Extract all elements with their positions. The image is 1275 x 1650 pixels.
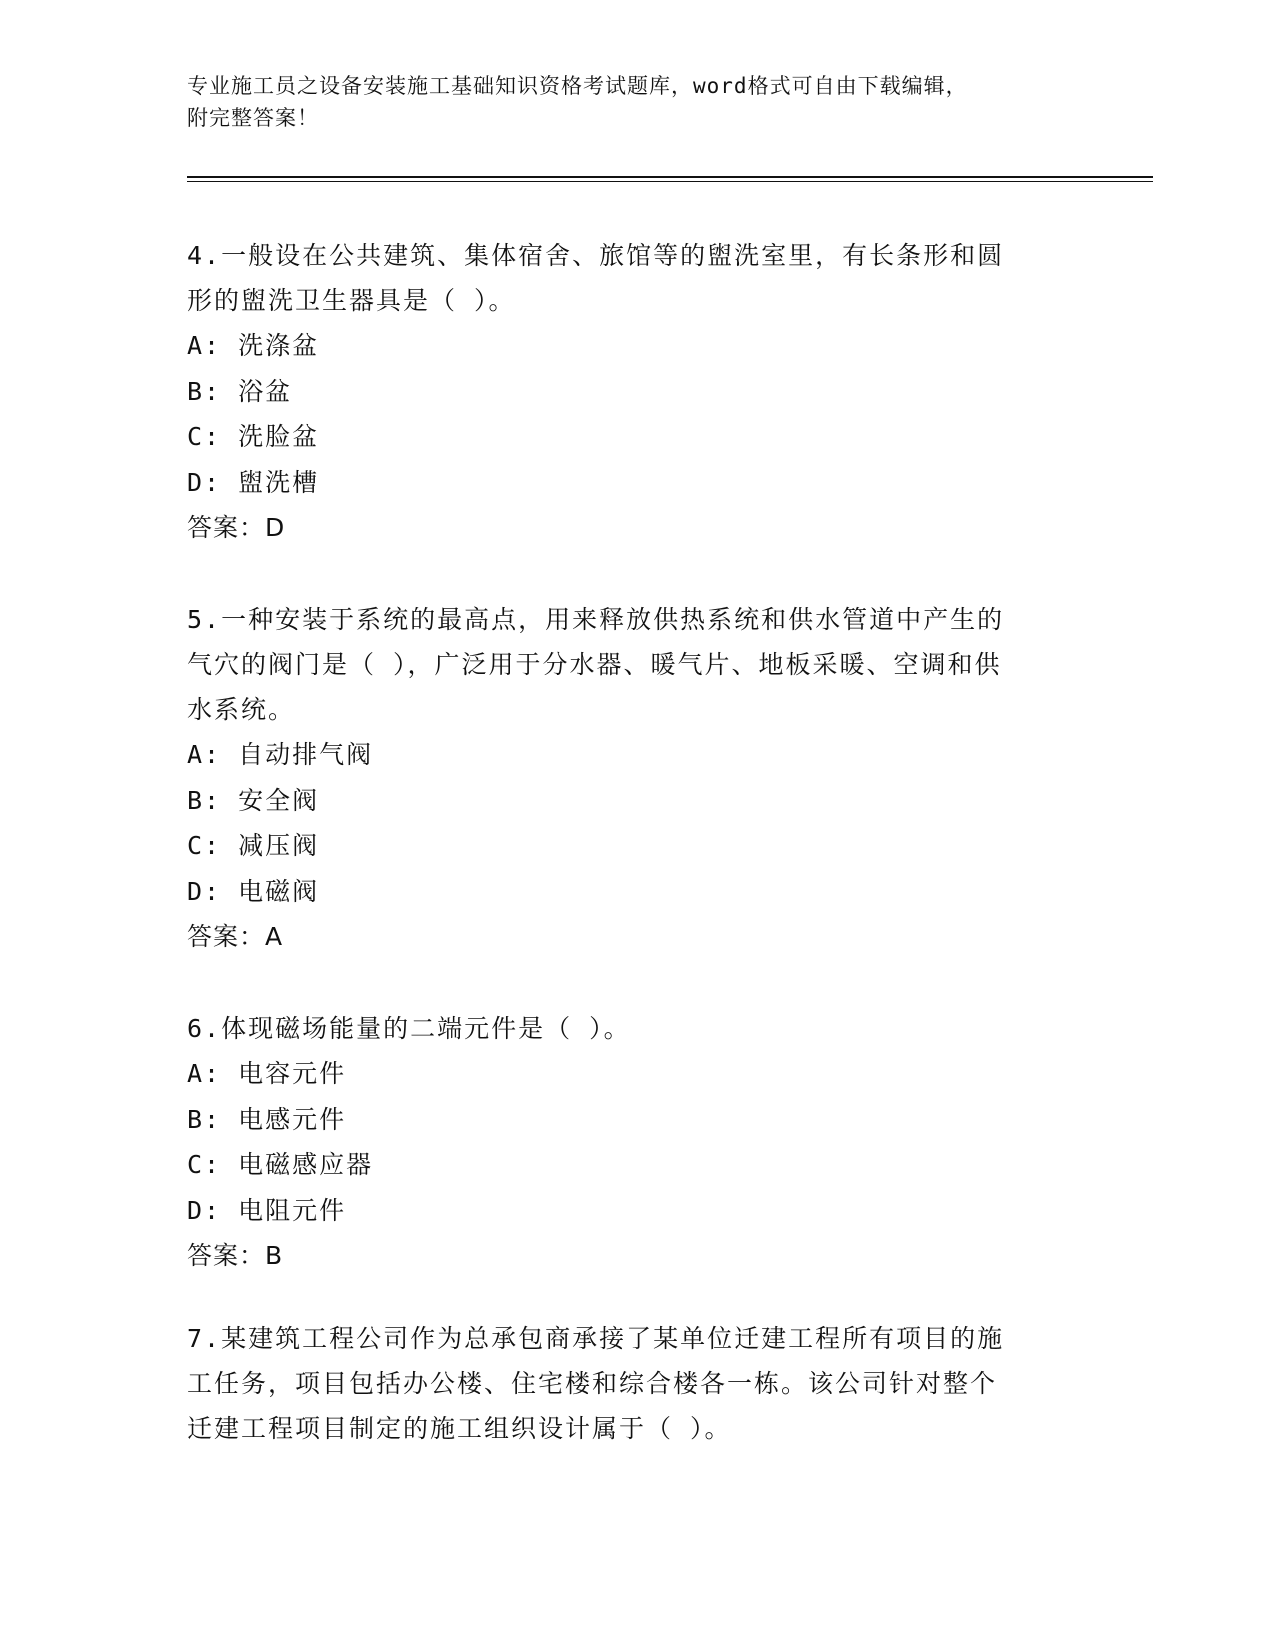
- option-text: 减压阀: [238, 831, 320, 860]
- question-stem-line: 水系统。: [187, 695, 296, 724]
- document-header: [187, 70, 1087, 134]
- option-b: [187, 1097, 1087, 1143]
- option-letter: D:: [187, 1195, 222, 1225]
- option-letter: A:: [187, 1059, 222, 1088]
- question-6: [187, 1006, 1087, 1279]
- answer-line: 答案：D: [187, 513, 286, 542]
- question-7: [187, 1316, 1087, 1451]
- option-letter: B:: [187, 785, 222, 815]
- question-stem-line: 工任务，项目包括办公楼、住宅楼和综合楼各一栋。该公司针对整个: [187, 1369, 998, 1398]
- option-d: [187, 1188, 1087, 1234]
- option-text: 洗涤盆: [238, 331, 320, 360]
- answer-line: 答案：A: [187, 922, 284, 951]
- option-letter: A:: [187, 331, 222, 360]
- question-stem-line: 5.一种安装于系统的最高点，用来释放供热系统和供水管道中产生的: [187, 605, 1005, 634]
- option-text: 安全阀: [238, 785, 320, 815]
- option-letter: B:: [187, 376, 222, 406]
- option-text: 盥洗槽: [238, 467, 320, 497]
- question-stem-line: 6.体现磁场能量的二端元件是（ ）。: [187, 1014, 631, 1043]
- header-line-1: 专业施工员之设备安装施工基础知识资格考试题库，word格式可自由下载编辑，: [187, 74, 968, 98]
- option-c: [187, 414, 1087, 460]
- question-stem-line: 7.某建筑工程公司作为总承包商承接了某单位迁建工程所有项目的施: [187, 1324, 1005, 1353]
- option-letter: C:: [187, 831, 222, 860]
- option-a: [187, 323, 1087, 369]
- option-text: 自动排气阀: [238, 740, 374, 769]
- question-stem-line: 4.一般设在公共建筑、集体宿舍、旅馆等的盥洗室里，有长条形和圆: [187, 241, 1005, 270]
- option-b: [187, 778, 1087, 824]
- option-text: 电容元件: [238, 1059, 347, 1088]
- answer-line: 答案：B: [187, 1241, 284, 1270]
- option-c: [187, 823, 1087, 869]
- question-stem-line: 迁建工程项目制定的施工组织设计属于（ ）。: [187, 1414, 732, 1443]
- option-c: [187, 1142, 1087, 1188]
- option-text: 洗脸盆: [238, 422, 320, 451]
- question-5: [187, 597, 1087, 960]
- option-a: [187, 732, 1087, 778]
- header-divider-bottom: [187, 181, 1153, 182]
- option-letter: D:: [187, 876, 222, 906]
- question-4: [187, 233, 1087, 551]
- option-letter: C:: [187, 422, 222, 451]
- option-a: [187, 1051, 1087, 1097]
- option-letter: D:: [187, 467, 222, 497]
- header-divider-top: [187, 176, 1153, 178]
- header-line-2: 附完整答案！: [187, 106, 319, 130]
- option-text: 电感元件: [238, 1104, 347, 1134]
- option-letter: C:: [187, 1150, 222, 1179]
- option-letter: A:: [187, 740, 222, 769]
- question-stem-line: 形的盥洗卫生器具是（ ）。: [187, 286, 516, 315]
- option-text: 浴盆: [238, 376, 293, 406]
- option-d: [187, 869, 1087, 915]
- option-letter: B:: [187, 1104, 222, 1134]
- option-b: [187, 369, 1087, 415]
- option-d: [187, 460, 1087, 506]
- option-text: 电磁阀: [238, 876, 320, 906]
- option-text: 电阻元件: [238, 1195, 347, 1225]
- option-text: 电磁感应器: [238, 1150, 374, 1179]
- question-stem-line: 气穴的阀门是（ ），广泛用于分水器、暖气片、地板采暖、空调和供: [187, 650, 1002, 679]
